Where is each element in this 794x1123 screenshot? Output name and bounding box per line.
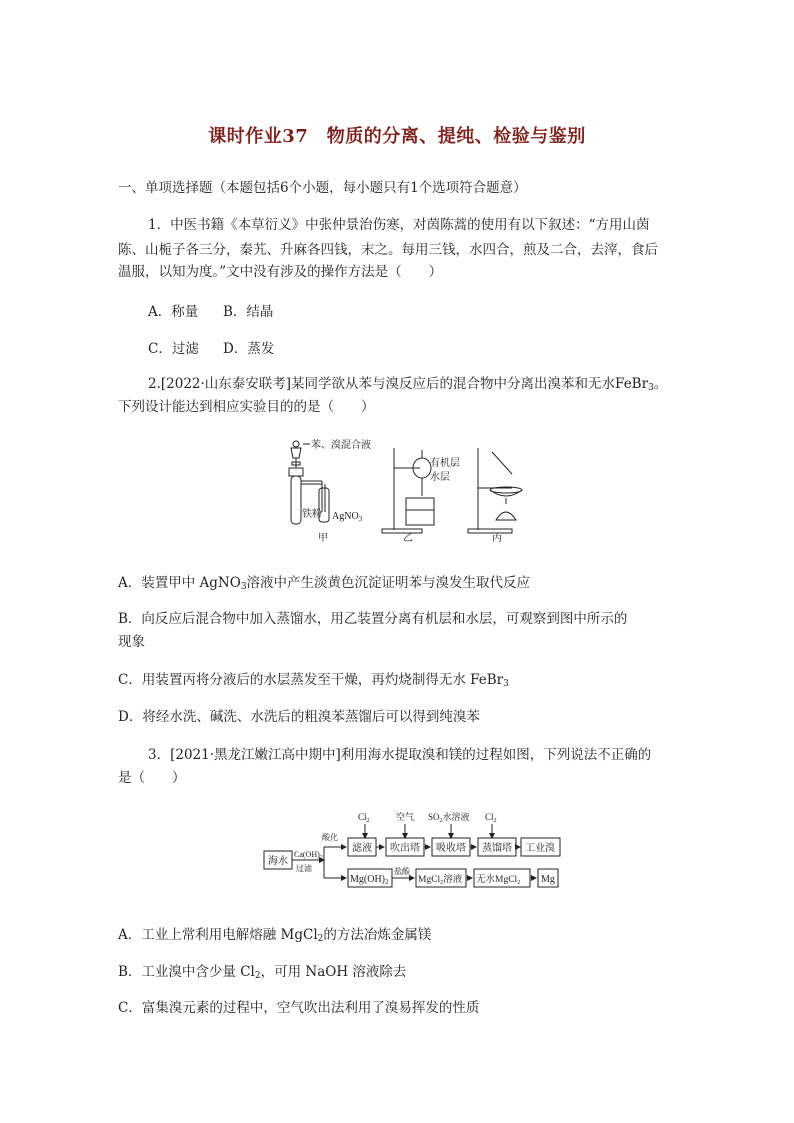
node-seawater: 海水 (268, 856, 288, 867)
label-cl2-first: $Cl_2$ (358, 812, 370, 824)
apparatus-bing (468, 448, 522, 533)
label-so2: $SO_2$水溶液 (428, 812, 470, 824)
node-mgoh2: $Mg(OH)_2$ (350, 874, 389, 886)
apparatus-figure (280, 438, 540, 550)
q1-option-d: D．蒸发 (223, 341, 275, 357)
label-organic: 有机层 (430, 458, 460, 469)
node-mgcl2-solution: MgCl$_2$溶液 (418, 875, 463, 886)
q2-option-b-line-2: 现象 (118, 634, 145, 650)
apparatus-yi (382, 448, 434, 533)
q2-option-a: A．装置甲中 AgNO$_3$溶液中产生淡黄色沉淀证明苯与溴发生取代反应 (118, 575, 531, 592)
q3-option-a: A．工业上常利用电解熔融 MgCl$_2$的方法冶炼金属镁 (118, 927, 432, 944)
node-industrial-bromine: 工业溴 (525, 843, 555, 854)
node-absorb-tower: 吸收塔 (436, 843, 466, 854)
q2-line-1: 2.[2022·山东泰安联考]某同学欲从苯与溴反应后的混合物中分离出溴苯和无水FeBr$_3$。 (148, 376, 668, 393)
node-mg: Mg (541, 874, 555, 885)
q3-option-b: B．工业溴中含少量 $Cl_2$，可用 NaOH 溶液除去 (118, 964, 407, 981)
label-agno3: AgNO$_3$ (332, 511, 363, 523)
q2-line-2: 下列设计能达到相应实验目的的是（ ） (118, 399, 375, 415)
q1-option-b: B．结晶 (223, 304, 274, 320)
q1-option-c: C．过滤 (148, 341, 199, 357)
q1-line-2: 陈、山栀子各三分，秦艽、升麻各四钱，末之。每用三钱，水四合，煎及二合，去滓，食后 (118, 242, 658, 258)
node-distill-tower: 蒸馏塔 (482, 843, 512, 854)
label-hcl: 盐酸 (394, 867, 410, 876)
section-heading: 一、单项选择题（本题包括6个小题，每小题只有1个选项符合题意） (118, 180, 527, 196)
q2-option-c: C．用装置丙将分液后的水层蒸发至干燥，再灼烧制得无水 FeBr$_3$ (118, 672, 509, 689)
caption-bing: 丙 (492, 533, 502, 544)
node-blow-tower: 吹出塔 (390, 843, 420, 854)
page-title: 课时作业37 物质的分离、提纯、检验与鉴别 (208, 126, 586, 147)
q3-line-2: 是（ ） (118, 770, 186, 786)
label-iron: 铁粉 (302, 509, 322, 520)
q3-option-c: C．富集溴元素的过程中，空气吹出法利用了溴易挥发的性质 (118, 1000, 480, 1016)
q1-option-a: A．称量 (148, 304, 199, 320)
q3-line-1: 3．[2021·黑龙江嫩江高中期中]利用海水提取溴和镁的过程如图，下列说法不正确的 (148, 747, 652, 763)
label-caoh2: $Ca(OH)_2$ (294, 850, 323, 861)
label-acidify: 酸化 (322, 833, 338, 842)
label-cl2-second: $Cl_2$ (485, 812, 497, 824)
label-water: 水层 (430, 472, 450, 483)
q1-line-3: 温服，以知为度。”文中没有涉及的操作方法是（ ） (118, 264, 443, 280)
node-filtrate: 滤液 (352, 843, 372, 854)
caption-jia: 甲 (318, 533, 328, 544)
label-filter: 过滤 (296, 864, 312, 873)
node-anhydrous-mgcl2: 无水MgCl$_2$ (476, 875, 521, 886)
q2-option-d: D．将经水洗、碱洗、水洗后的粗溴苯蒸馏后可以得到纯溴苯 (118, 709, 480, 725)
flow-diagram (262, 810, 562, 892)
label-mix: 苯、溴混合液 (311, 440, 371, 451)
q2-option-b-line-1: B．向反应后混合物中加入蒸馏水，用乙装置分离有机层和水层，可观察到图中所示的 (118, 611, 628, 627)
q1-line-1: 1．中医书籍《本草衍义》中张仲景治伤寒，对茵陈蒿的使用有以下叙述：“方用山茵 (148, 217, 650, 233)
caption-yi: 乙 (403, 533, 413, 544)
label-air: 空气 (396, 812, 415, 822)
